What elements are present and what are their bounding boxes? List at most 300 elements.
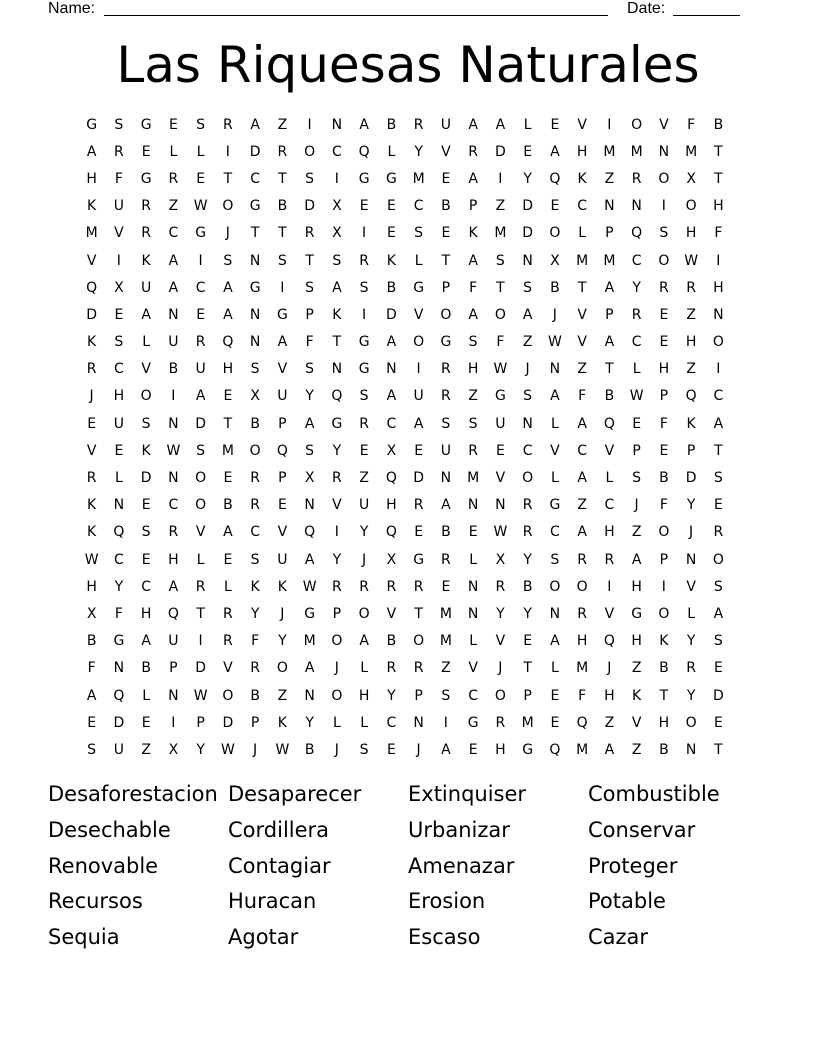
grid-letter: N bbox=[113, 660, 125, 677]
grid-letter: G bbox=[358, 170, 370, 187]
grid-letter: U bbox=[440, 442, 451, 459]
grid-letter: H bbox=[86, 578, 97, 595]
grid-letter: A bbox=[141, 306, 151, 323]
grid-letter: E bbox=[550, 116, 560, 133]
grid-letter: A bbox=[604, 741, 615, 758]
grid-letter: Q bbox=[113, 524, 125, 541]
grid-letter: D bbox=[494, 143, 506, 160]
grid-letter: G bbox=[358, 361, 370, 378]
grid-letter: Z bbox=[686, 361, 696, 378]
grid-letter: P bbox=[169, 660, 178, 677]
grid-letter: E bbox=[632, 415, 642, 432]
grid-letter: A bbox=[577, 524, 587, 541]
grid-letter: W bbox=[493, 361, 508, 378]
grid-letter: E bbox=[141, 497, 151, 514]
grid-letter: O bbox=[413, 633, 425, 650]
grid-letter: P bbox=[441, 279, 451, 296]
grid-letter: U bbox=[495, 415, 506, 432]
grid-letter: D bbox=[522, 198, 534, 215]
grid-letter: S bbox=[141, 524, 151, 541]
grid-letter: U bbox=[359, 497, 370, 514]
grid-letter: R bbox=[577, 605, 587, 622]
grid-letter: Y bbox=[414, 143, 423, 160]
grid-letter: R bbox=[495, 578, 506, 595]
grid-letter: A bbox=[522, 306, 533, 323]
grid-letter: I bbox=[362, 306, 367, 323]
grid-letter: C bbox=[604, 497, 615, 514]
word-bank-item: Combustible bbox=[588, 782, 720, 806]
grid-letter: E bbox=[659, 442, 669, 459]
grid-letter: L bbox=[550, 660, 559, 677]
grid-letter: J bbox=[525, 361, 530, 378]
grid-letter: C bbox=[413, 198, 424, 215]
grid-letter: M bbox=[221, 442, 234, 459]
grid-letter: E bbox=[550, 687, 560, 704]
grid-letter: A bbox=[604, 279, 615, 296]
grid-letter: Y bbox=[686, 687, 696, 704]
grid-letter: Z bbox=[604, 170, 615, 187]
grid-letter: N bbox=[549, 605, 561, 622]
grid-letter: Y bbox=[332, 442, 342, 459]
grid-letter: R bbox=[686, 279, 696, 296]
grid-letter: G bbox=[413, 551, 425, 568]
grid-letter: P bbox=[605, 225, 614, 242]
grid-letter: A bbox=[168, 279, 179, 296]
grid-letter: P bbox=[523, 687, 532, 704]
grid-letter: Y bbox=[305, 714, 314, 731]
grid-letter: H bbox=[713, 198, 724, 215]
grid-letter: U bbox=[113, 741, 124, 758]
word-bank-item: Cazar bbox=[588, 925, 649, 950]
grid-letter: E bbox=[386, 198, 396, 215]
grid-letter: H bbox=[467, 361, 479, 378]
grid-letter: C bbox=[141, 578, 152, 595]
word-bank-item: Proteger bbox=[588, 853, 678, 878]
grid-letter: F bbox=[714, 225, 723, 242]
grid-letter: U bbox=[277, 551, 288, 568]
grid-letter: H bbox=[86, 170, 97, 187]
word-bank-item: Amenazar bbox=[408, 853, 515, 878]
grid-letter: S bbox=[250, 361, 260, 378]
grid-letter: B bbox=[250, 687, 260, 704]
grid-letter: O bbox=[712, 551, 724, 568]
grid-letter: C bbox=[577, 198, 588, 215]
grid-row bbox=[78, 437, 732, 464]
grid-letter: S bbox=[441, 687, 451, 704]
grid-letter: N bbox=[413, 714, 424, 731]
grid-letter: P bbox=[305, 306, 314, 323]
grid-letter: S bbox=[523, 279, 533, 296]
grid-letter: U bbox=[168, 334, 179, 351]
grid-letter: I bbox=[307, 116, 312, 133]
grid-letter: S bbox=[277, 252, 287, 269]
grid-letter: A bbox=[441, 497, 451, 514]
grid-letter: A bbox=[386, 388, 397, 405]
grid-letter: X bbox=[332, 225, 342, 242]
word-bank-item: Contagiar bbox=[228, 853, 331, 878]
grid-letter: B bbox=[386, 279, 397, 296]
grid-letter: S bbox=[659, 225, 669, 242]
grid-letter: R bbox=[413, 660, 424, 677]
grid-letter: R bbox=[713, 524, 724, 541]
grid-letter: S bbox=[305, 442, 315, 459]
grid-letter: T bbox=[714, 741, 723, 758]
grid-letter: W bbox=[275, 741, 290, 758]
grid-letter: W bbox=[166, 442, 181, 459]
grid-letter: R bbox=[441, 388, 451, 405]
grid-row bbox=[78, 410, 732, 437]
grid-letter: A bbox=[223, 279, 233, 296]
grid-letter: T bbox=[714, 442, 723, 459]
grid-letter: R bbox=[359, 415, 369, 432]
grid-letter: K bbox=[277, 578, 287, 595]
grid-letter: K bbox=[577, 170, 587, 187]
grid-letter: N bbox=[304, 687, 315, 704]
grid-letter: S bbox=[713, 470, 723, 487]
grid-letter: N bbox=[168, 415, 179, 432]
grid-letter: Y bbox=[523, 605, 532, 622]
grid-letter: U bbox=[440, 116, 451, 133]
grid-letter: K bbox=[141, 442, 151, 459]
grid-letter: N bbox=[495, 497, 506, 514]
word-bank bbox=[48, 777, 768, 956]
grid-letter: Z bbox=[441, 660, 451, 677]
grid-letter: E bbox=[359, 198, 369, 215]
grid-letter: Y bbox=[305, 388, 314, 405]
grid-letter: F bbox=[687, 116, 696, 133]
grid-letter: A bbox=[713, 605, 724, 622]
grid-letter: G bbox=[304, 605, 316, 622]
grid-letter: K bbox=[87, 334, 97, 351]
grid-letter: S bbox=[468, 334, 478, 351]
grid-letter: N bbox=[658, 143, 670, 160]
grid-letter: O bbox=[685, 198, 697, 215]
grid-letter: Q bbox=[631, 225, 643, 242]
grid-letter: A bbox=[86, 143, 97, 160]
grid-letter: J bbox=[607, 660, 612, 677]
grid-letter: S bbox=[305, 279, 315, 296]
grid-letter: E bbox=[441, 170, 451, 187]
grid-letter: G bbox=[113, 633, 125, 650]
word-bank-item: Renovable bbox=[48, 853, 159, 878]
grid-letter: B bbox=[604, 388, 615, 405]
grid-letter: R bbox=[195, 334, 206, 351]
grid-letter: X bbox=[686, 170, 696, 187]
grid-letter: J bbox=[416, 741, 421, 758]
grid-letter: V bbox=[631, 714, 642, 731]
grid-letter: K bbox=[468, 225, 478, 242]
grid-letter: Y bbox=[632, 279, 641, 296]
grid-letter: Q bbox=[276, 442, 288, 459]
grid-letter: S bbox=[141, 415, 151, 432]
grid-letter: H bbox=[604, 687, 615, 704]
grid-row bbox=[78, 682, 732, 709]
grid-letter: L bbox=[632, 361, 641, 378]
grid-letter: E bbox=[713, 497, 723, 514]
grid-letter: K bbox=[277, 714, 287, 731]
grid-letter: H bbox=[222, 361, 234, 378]
grid-letter: A bbox=[332, 279, 342, 296]
grid-letter: N bbox=[331, 361, 343, 378]
grid-letter: S bbox=[523, 388, 533, 405]
grid-letter: G bbox=[413, 279, 425, 296]
grid-letter: X bbox=[550, 252, 560, 269]
grid-row bbox=[78, 111, 732, 138]
grid-letter: O bbox=[195, 497, 207, 514]
grid-letter: H bbox=[685, 334, 697, 351]
grid-letter: I bbox=[362, 225, 367, 242]
grid-letter: O bbox=[331, 633, 343, 650]
grid-row bbox=[78, 600, 732, 627]
grid-letter: N bbox=[386, 361, 397, 378]
grid-letter: L bbox=[360, 660, 369, 677]
grid-letter: Z bbox=[631, 741, 642, 758]
grid-letter: W bbox=[547, 334, 562, 351]
grid-letter: I bbox=[716, 252, 721, 269]
grid-letter: Z bbox=[631, 524, 642, 541]
page-title: Las Riquesas Naturales bbox=[116, 36, 700, 94]
grid-letter: B bbox=[250, 415, 260, 432]
grid-letter: E bbox=[141, 143, 151, 160]
grid-letter: H bbox=[631, 578, 642, 595]
grid-letter: E bbox=[523, 633, 533, 650]
grid-letter: Z bbox=[604, 714, 615, 731]
grid-row bbox=[78, 383, 732, 410]
grid-letter: T bbox=[605, 361, 614, 378]
word-bank-item: Agotar bbox=[228, 925, 299, 950]
grid-letter: N bbox=[604, 198, 615, 215]
grid-letter: N bbox=[168, 687, 179, 704]
grid-letter: R bbox=[413, 116, 424, 133]
grid-row bbox=[78, 492, 732, 519]
grid-letter: O bbox=[358, 605, 370, 622]
grid-letter: O bbox=[140, 388, 152, 405]
grid-letter: O bbox=[658, 252, 670, 269]
grid-letter: O bbox=[631, 116, 643, 133]
grid-letter: G bbox=[494, 388, 506, 405]
grid-letter: Q bbox=[331, 388, 343, 405]
grid-letter: I bbox=[661, 198, 666, 215]
grid-letter: N bbox=[685, 741, 697, 758]
grid-letter: I bbox=[225, 143, 230, 160]
grid-letter: L bbox=[360, 714, 369, 731]
date-blank-line bbox=[673, 15, 740, 16]
grid-letter: H bbox=[658, 361, 670, 378]
grid-letter: G bbox=[140, 170, 152, 187]
grid-letter: L bbox=[114, 470, 123, 487]
grid-letter: S bbox=[223, 252, 233, 269]
grid-letter: L bbox=[687, 605, 696, 622]
grid-letter: D bbox=[685, 470, 697, 487]
grid-letter: X bbox=[304, 470, 315, 487]
grid-letter: H bbox=[113, 388, 125, 405]
grid-letter: V bbox=[577, 306, 587, 323]
grid-letter: T bbox=[714, 170, 723, 187]
grid-letter: S bbox=[713, 578, 723, 595]
grid-letter: R bbox=[223, 605, 233, 622]
grid-letter: X bbox=[332, 198, 342, 215]
grid-letter: Q bbox=[358, 143, 370, 160]
grid-letter: R bbox=[359, 252, 369, 269]
grid-letter: M bbox=[494, 225, 507, 242]
grid-letter: V bbox=[86, 252, 97, 269]
grid-letter: E bbox=[713, 714, 723, 731]
grid-letter: K bbox=[250, 578, 260, 595]
grid-letter: P bbox=[278, 415, 287, 432]
grid-letter: O bbox=[195, 470, 207, 487]
grid-letter: I bbox=[198, 252, 203, 269]
grid-letter: J bbox=[225, 225, 230, 242]
word-bank-item: Extinquiser bbox=[408, 782, 527, 806]
grid-letter: F bbox=[578, 687, 587, 704]
grid-letter: V bbox=[413, 306, 424, 323]
grid-letter: R bbox=[250, 660, 260, 677]
grid-letter: M bbox=[630, 143, 643, 160]
grid-letter: J bbox=[334, 741, 339, 758]
grid-letter: Y bbox=[496, 605, 505, 622]
grid-letter: O bbox=[331, 687, 343, 704]
word-bank-item: Desechable bbox=[48, 817, 171, 842]
grid-letter: G bbox=[249, 279, 261, 296]
grid-letter: Z bbox=[522, 334, 533, 351]
grid-letter: N bbox=[113, 497, 125, 514]
grid-letter: A bbox=[250, 116, 260, 133]
grid-letter: I bbox=[171, 388, 176, 405]
grid-letter: E bbox=[659, 306, 669, 323]
grid-letter: T bbox=[577, 279, 587, 296]
grid-letter: C bbox=[113, 551, 124, 568]
grid-letter: Q bbox=[385, 524, 397, 541]
grid-letter: A bbox=[413, 415, 424, 432]
grid-letter: R bbox=[468, 143, 478, 160]
grid-letter: E bbox=[523, 143, 533, 160]
grid-letter: Q bbox=[549, 170, 561, 187]
grid-letter: R bbox=[386, 660, 397, 677]
grid-letter: E bbox=[550, 198, 560, 215]
grid-letter: D bbox=[140, 470, 152, 487]
grid-letter: X bbox=[386, 442, 397, 459]
grid-letter: V bbox=[604, 605, 615, 622]
grid-letter: N bbox=[631, 198, 642, 215]
grid-letter: X bbox=[250, 388, 260, 405]
grid-letter: L bbox=[387, 143, 396, 160]
grid-letter: Y bbox=[523, 170, 532, 187]
grid-letter: O bbox=[658, 605, 670, 622]
grid-letter: R bbox=[168, 170, 179, 187]
grid-row bbox=[78, 138, 732, 165]
grid-letter: V bbox=[577, 334, 587, 351]
grid-letter: E bbox=[386, 225, 396, 242]
grid-letter: O bbox=[658, 170, 670, 187]
grid-letter: N bbox=[331, 116, 343, 133]
grid-letter: L bbox=[142, 334, 151, 351]
grid-letter: Y bbox=[332, 551, 342, 568]
grid-letter: C bbox=[250, 170, 261, 187]
word-bank-item: Potable bbox=[588, 889, 666, 914]
grid-letter: N bbox=[249, 334, 261, 351]
grid-letter: T bbox=[223, 415, 233, 432]
grid-letter: B bbox=[713, 116, 724, 133]
grid-letter: R bbox=[495, 714, 506, 731]
grid-letter: C bbox=[522, 442, 533, 459]
grid-letter: V bbox=[277, 524, 288, 541]
grid-letter: S bbox=[468, 415, 478, 432]
grid-letter: V bbox=[495, 470, 506, 487]
grid-letter: E bbox=[196, 306, 206, 323]
grid-letter: A bbox=[168, 252, 179, 269]
grid-letter: R bbox=[659, 279, 669, 296]
grid-letter: L bbox=[469, 633, 478, 650]
grid-letter: I bbox=[716, 361, 721, 378]
grid-letter: S bbox=[441, 415, 451, 432]
grid-letter: K bbox=[141, 252, 151, 269]
grid-letter: M bbox=[439, 605, 452, 622]
grid-letter: T bbox=[496, 279, 505, 296]
grid-letter: O bbox=[494, 687, 506, 704]
grid-letter: E bbox=[87, 415, 97, 432]
grid-letter: X bbox=[386, 551, 397, 568]
grid-letter: R bbox=[250, 497, 260, 514]
grid-letter: R bbox=[631, 170, 642, 187]
grid-letter: W bbox=[629, 388, 644, 405]
grid-row bbox=[78, 220, 732, 247]
grid-letter: W bbox=[220, 741, 235, 758]
word-bank-item: Recursos bbox=[48, 889, 143, 914]
grid-letter: R bbox=[304, 225, 315, 242]
grid-letter: B bbox=[522, 578, 533, 595]
grid-letter: Q bbox=[685, 388, 697, 405]
grid-letter: T bbox=[332, 334, 342, 351]
grid-letter: I bbox=[607, 116, 612, 133]
word-search-grid bbox=[78, 111, 732, 764]
grid-letter: I bbox=[334, 170, 339, 187]
grid-letter: B bbox=[223, 497, 233, 514]
grid-letter: Z bbox=[577, 497, 587, 514]
grid-letter: P bbox=[414, 687, 423, 704]
grid-letter: Y bbox=[250, 605, 260, 622]
word-bank-item: Escaso bbox=[408, 925, 481, 950]
grid-letter: R bbox=[223, 116, 233, 133]
grid-letter: E bbox=[659, 334, 669, 351]
grid-letter: C bbox=[386, 415, 397, 432]
grid-letter: R bbox=[141, 198, 151, 215]
grid-letter: F bbox=[114, 605, 123, 622]
grid-letter: T bbox=[414, 605, 423, 622]
grid-letter: P bbox=[196, 714, 205, 731]
grid-letter: O bbox=[276, 660, 288, 677]
grid-letter: R bbox=[223, 633, 233, 650]
grid-letter: Z bbox=[277, 687, 288, 704]
grid-letter: M bbox=[576, 741, 589, 758]
grid-letter: H bbox=[495, 741, 506, 758]
grid-letter: E bbox=[141, 551, 151, 568]
grid-letter: M bbox=[576, 252, 589, 269]
grid-letter: Y bbox=[114, 578, 124, 595]
grid-letter: W bbox=[84, 551, 99, 568]
grid-letter: J bbox=[552, 306, 557, 323]
grid-letter: E bbox=[168, 116, 178, 133]
grid-letter: K bbox=[87, 497, 97, 514]
grid-row bbox=[78, 356, 732, 383]
grid-letter: H bbox=[713, 279, 724, 296]
grid-letter: A bbox=[468, 306, 478, 323]
grid-letter: N bbox=[168, 470, 179, 487]
grid-letter: I bbox=[498, 170, 503, 187]
word-bank-item: Erosion bbox=[408, 889, 486, 914]
grid-letter: C bbox=[168, 225, 179, 242]
grid-letter: S bbox=[305, 361, 315, 378]
grid-letter: M bbox=[439, 633, 452, 650]
